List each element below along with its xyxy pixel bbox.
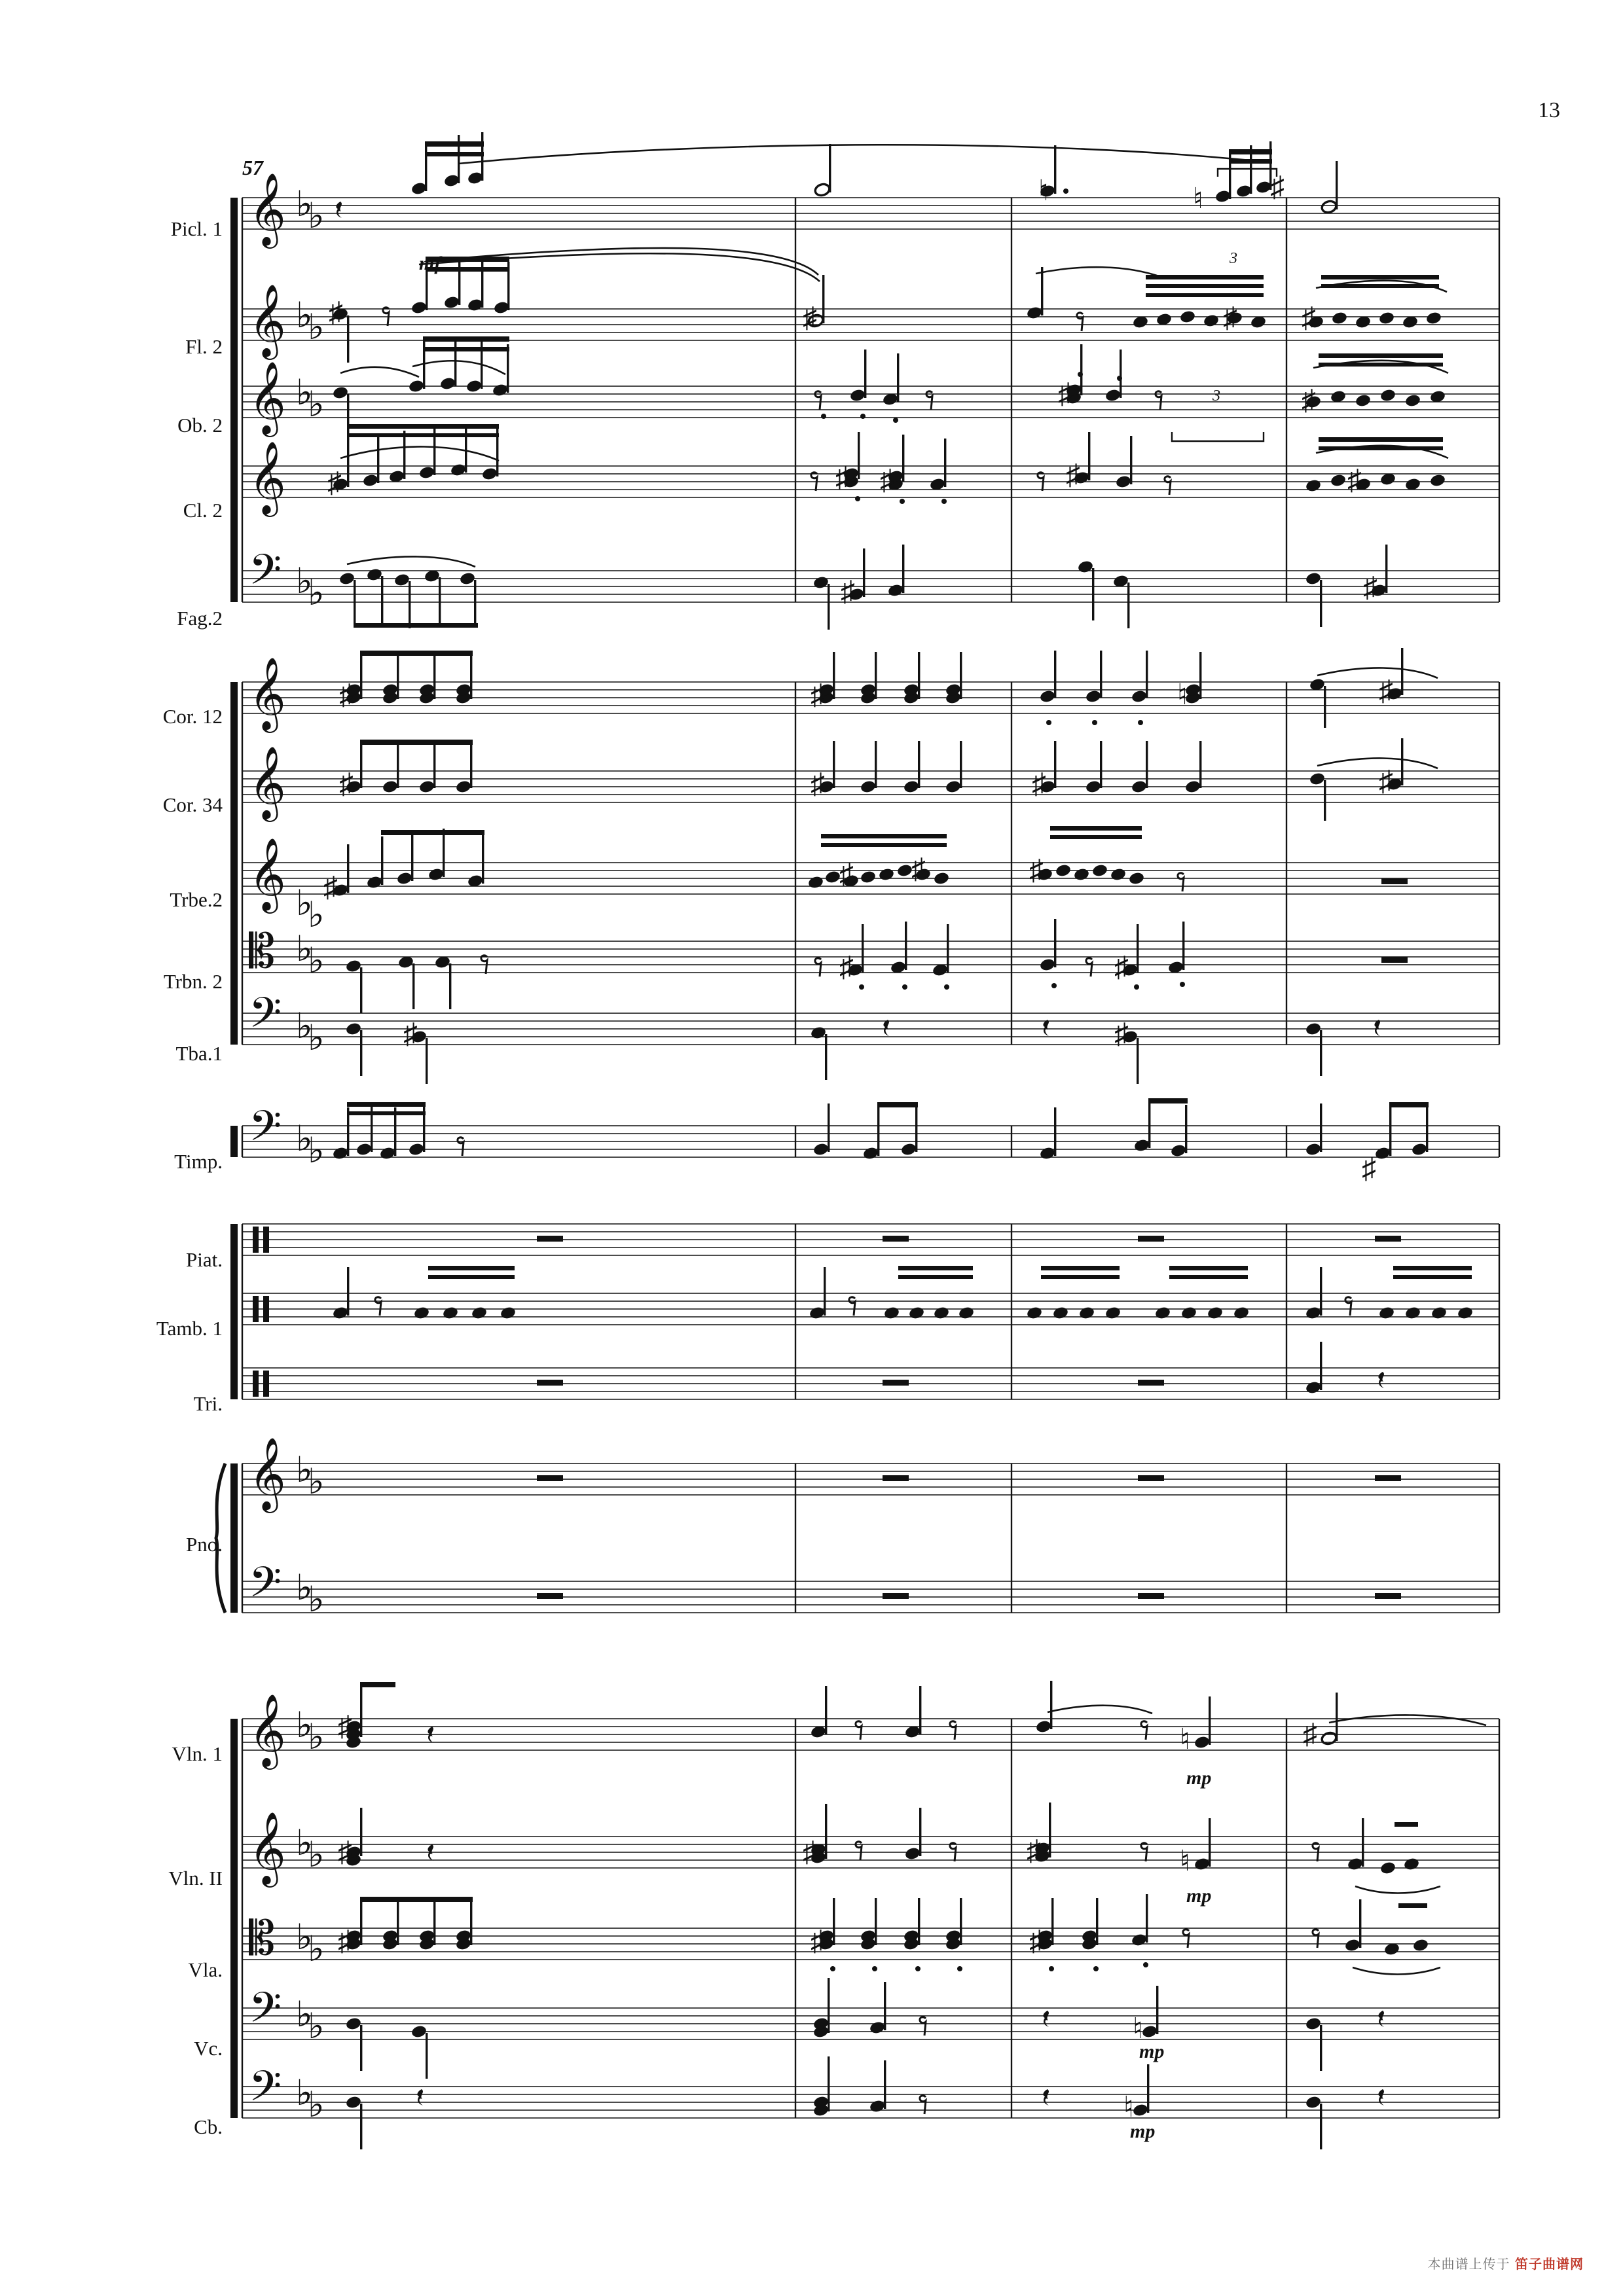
svg-text:𝄢: 𝄢 (249, 1103, 282, 1160)
dynamic-mp-vln2: mp (1186, 1885, 1212, 1907)
svg-text:♯: ♯ (880, 464, 894, 496)
svg-text:♯: ♯ (323, 871, 338, 903)
watermark (1428, 2253, 1584, 2272)
svg-text:♮: ♮ (1193, 183, 1203, 215)
staff-label-tamb-1: Tamb. 1 (156, 1317, 223, 1340)
staff-label-piat: Piat. (186, 1248, 223, 1271)
svg-text:♯: ♯ (1058, 378, 1072, 410)
svg-text:♯: ♯ (1066, 459, 1080, 491)
svg-text:𝄢: 𝄢 (249, 1559, 282, 1616)
svg-text:♮: ♮ (1177, 679, 1188, 711)
staff-label-vln-1: Vln. 1 (172, 1742, 223, 1765)
svg-text:♯: ♯ (1027, 1835, 1041, 1867)
svg-text:♯: ♯ (811, 768, 825, 800)
staff-label-tba-1: Tba.1 (175, 1042, 223, 1065)
svg-text:♯: ♯ (803, 1836, 817, 1868)
svg-text:𝄢: 𝄢 (249, 2063, 282, 2120)
staff-label-ob-2: Ob. 2 (177, 414, 223, 437)
svg-text:♭: ♭ (296, 1706, 313, 1745)
svg-text:♯: ♯ (1362, 1153, 1376, 1185)
svg-text:𝄞: 𝄞 (249, 1813, 286, 1883)
dynamic-mp-vc: mp (1139, 2041, 1165, 2062)
svg-text:♭: ♭ (296, 884, 313, 923)
svg-text:♭: ♭ (296, 562, 313, 601)
svg-text:♯: ♯ (803, 302, 817, 334)
svg-text:♯: ♯ (1379, 675, 1393, 707)
staff-label-picl-1: Picl. 1 (170, 217, 223, 240)
svg-text:♭: ♭ (308, 1018, 325, 1058)
dynamic-mp-cb: mp (1130, 2121, 1156, 2142)
svg-text:𝄞: 𝄞 (249, 839, 286, 909)
staff-label-tri: Tri. (193, 1392, 223, 1415)
svg-text:♭: ♭ (296, 1568, 313, 1607)
tuplet-3-picl: 3 (1230, 250, 1237, 267)
staff-label-vln-2: Vln. II (168, 1867, 223, 1890)
svg-text:♯: ♯ (839, 951, 854, 983)
svg-text:𝄞: 𝄞 (249, 747, 286, 817)
svg-text:𝄞: 𝄞 (249, 442, 286, 512)
svg-text:♭: ♭ (308, 1131, 325, 1170)
svg-text:𝄞: 𝄞 (249, 174, 286, 244)
staff-label-cl-2: Cl. 2 (183, 499, 223, 522)
svg-text:♯: ♯ (329, 296, 343, 329)
svg-text:♯: ♯ (811, 1925, 825, 1957)
svg-text:♯: ♯ (403, 1018, 418, 1050)
svg-text:♭: ♭ (308, 1929, 325, 1969)
svg-text:♭: ♭ (308, 1717, 325, 1757)
svg-text:♯: ♯ (1347, 464, 1362, 496)
staff-label-cor-12: Cor. 12 (162, 705, 223, 728)
svg-text:♯: ♯ (339, 679, 354, 711)
svg-text:♯: ♯ (1302, 384, 1316, 416)
svg-text:♯: ♯ (1303, 1718, 1317, 1750)
svg-text:𝄞: 𝄞 (249, 363, 286, 433)
svg-text:♭: ♭ (308, 2085, 325, 2125)
svg-text:♭: ♭ (296, 1995, 313, 2034)
svg-text:♭: ♭ (308, 1462, 325, 1501)
svg-text:♯: ♯ (327, 467, 342, 499)
svg-text:♯: ♯ (1270, 171, 1285, 203)
watermark-text: 本曲谱上传于 (1427, 2256, 1510, 2272)
dynamic-mf: mf (419, 253, 441, 274)
svg-text:♭: ♭ (296, 1450, 313, 1490)
svg-text:♯: ♯ (1029, 854, 1044, 886)
svg-text:♯: ♯ (1029, 1925, 1044, 1957)
svg-text:♭: ♭ (308, 1580, 325, 1619)
staff-label-vc: Vc. (194, 2037, 223, 2060)
svg-text:𝄡: 𝄡 (249, 1912, 276, 1965)
svg-text:♮: ♮ (1180, 1845, 1190, 1877)
staff-label-fag-2: Fag.2 (177, 607, 223, 630)
svg-text:♭: ♭ (308, 308, 325, 347)
svg-text:♭: ♭ (296, 296, 313, 335)
rehearsal-mark-57: 57 (242, 156, 263, 179)
svg-text:♭: ♭ (308, 895, 325, 935)
svg-text:𝄢: 𝄢 (249, 990, 282, 1047)
svg-text:♯: ♯ (839, 858, 854, 890)
staff-label-trbe-2: Trbe.2 (170, 888, 223, 911)
svg-text:𝄡: 𝄡 (249, 925, 276, 978)
svg-text:♮: ♮ (1038, 175, 1049, 207)
svg-text:♯: ♯ (1032, 768, 1046, 800)
svg-text:♮: ♮ (1180, 1723, 1190, 1755)
svg-text:♭: ♭ (308, 941, 325, 980)
svg-text:♯: ♯ (811, 679, 825, 711)
staff-label-cor-34: Cor. 34 (162, 793, 223, 816)
staff-label-timp: Timp. (174, 1150, 223, 1173)
svg-text:♯: ♯ (338, 1925, 352, 1957)
svg-text:♯: ♯ (1302, 302, 1316, 334)
svg-text:♭: ♭ (296, 2073, 313, 2113)
page-number: 13 (1538, 98, 1560, 122)
tuplet-3-fl: 3 (1213, 387, 1220, 404)
svg-text:𝄢: 𝄢 (249, 547, 282, 603)
svg-text:♭: ♭ (296, 1119, 313, 1158)
svg-text:♯: ♯ (1114, 951, 1129, 983)
svg-text:♮: ♮ (1133, 2013, 1143, 2045)
svg-text:♭: ♭ (296, 1007, 313, 1046)
svg-text:♯: ♯ (911, 853, 926, 885)
svg-text:♭: ♭ (296, 929, 313, 969)
svg-text:♭: ♭ (296, 1823, 313, 1863)
svg-text:𝄞: 𝄞 (249, 658, 286, 728)
svg-text:♯: ♯ (1223, 302, 1237, 334)
svg-text:♭: ♭ (296, 1918, 313, 1957)
svg-text:♭: ♭ (296, 185, 313, 224)
staff-label-trbn-2: Trbn. 2 (163, 970, 223, 993)
svg-text:𝄢: 𝄢 (249, 1984, 282, 2041)
watermark-brand: 笛子曲谱网 (1515, 2256, 1584, 2272)
svg-text:♭: ♭ (296, 373, 313, 412)
svg-text:𝄞: 𝄞 (249, 1439, 286, 1509)
staff-label-pno: Pno. (186, 1533, 223, 1556)
svg-text:♭: ♭ (308, 385, 325, 424)
staff-label-fl-2: Fl. 2 (185, 335, 223, 358)
dynamic-mp-vln1: mp (1186, 1767, 1212, 1789)
svg-text:♯: ♯ (835, 461, 850, 493)
svg-text:♭: ♭ (308, 573, 325, 613)
svg-text:♯: ♯ (841, 575, 855, 607)
svg-text:♭: ♭ (308, 1835, 325, 1874)
svg-text:♯: ♯ (339, 768, 354, 800)
svg-text:♯: ♯ (338, 1836, 352, 1868)
svg-text:𝄞: 𝄞 (249, 285, 286, 355)
svg-text:♯: ♯ (1114, 1018, 1129, 1050)
svg-text:♭: ♭ (308, 196, 325, 236)
svg-text:♯: ♯ (1379, 765, 1393, 797)
staff-label-vla: Vla. (188, 1958, 223, 1981)
svg-text:♯: ♯ (1363, 571, 1377, 603)
svg-text:𝄞: 𝄞 (249, 1695, 286, 1765)
svg-text:♯: ♯ (338, 1710, 352, 1742)
staff-label-cb: Cb. (194, 2115, 223, 2138)
svg-text:♮: ♮ (1123, 2091, 1134, 2123)
svg-text:♭: ♭ (308, 2007, 325, 2046)
